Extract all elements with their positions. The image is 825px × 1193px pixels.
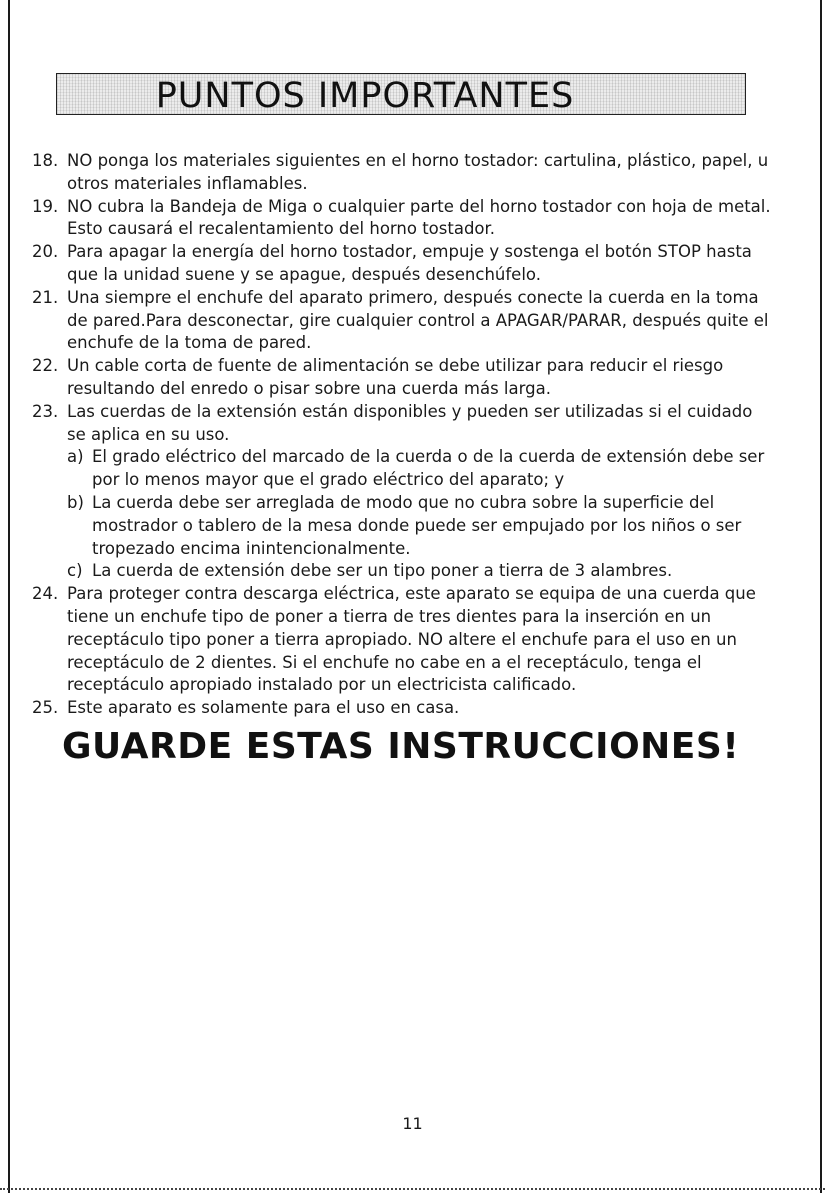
save-instructions-heading: GUARDE ESTAS INSTRUCCIONES! [62, 726, 740, 767]
item-text: Un cable corta de fuente de alimentación se debe utilizar para reducir el riesgo resultando del enredo o pisar sobre una cuerda más larga. [67, 356, 724, 398]
page-title: PUNTOS IMPORTANTES [155, 76, 575, 116]
item-text: Para proteger contra descarga eléctrica, este aparato se equipa de una cuerda que tiene un enchufe tipo de poner a tierra de tres dientes para la inserción en un receptáculo tipo poner a tierra apropiado. NO altere el enchufe para el uso en un receptáculo de 2 dientes. Si el enchufe no cabe en a el receptáculo, tenga el receptáculo apropiado instalado por un electricista calificado. [67, 584, 756, 695]
item-number: 25. [32, 698, 59, 718]
page-edge-right [820, 0, 822, 1193]
item-number: 21. [32, 287, 59, 307]
list-item-18 [32, 150, 772, 196]
page-edge-left [8, 0, 10, 1193]
list-item-21 [32, 287, 772, 355]
list-item-19 [32, 196, 772, 242]
list-item-24 [32, 583, 772, 697]
list-item-25 [32, 697, 772, 720]
item-text: NO ponga los materiales siguientes en el horno tostador: cartulina, plástico, papel, u otros materiales inflamables. [67, 151, 769, 193]
item-number: 23. [32, 401, 59, 421]
page-number: 11 [402, 1114, 423, 1133]
item-number: 20. [32, 242, 59, 262]
sub-item-letter: c) [67, 561, 83, 581]
item-text: Una siempre el enchufe del aparato primero, después conecte la cuerda en la toma de pared.Para desconectar, gire cualquier control a APAGAR/PARAR, después quite el enchufe de la toma de pared. [67, 287, 769, 353]
list-item-22 [32, 355, 772, 401]
sub-item-text: El grado eléctrico del marcado de la cuerda o de la cuerda de extensión debe ser por lo menos mayor que el grado eléctrico del aparato; y [92, 447, 765, 490]
item-number: 19. [32, 196, 59, 216]
item-text: Las cuerdas de la extensión están disponibles y pueden ser utilizadas si el cuidado se aplica en su uso. [67, 401, 753, 444]
sub-item-c [32, 560, 772, 583]
item-number: 18. [32, 151, 59, 170]
title-banner [56, 73, 746, 115]
sub-item-text: La cuerda debe ser arreglada de modo que no cubra sobre la superficie del mostrador o tablero de la mesa donde puede ser empujado por los niños o ser tropezado encima inintencionalmente. [92, 492, 742, 558]
item-number: 24. [32, 584, 59, 604]
sub-item-letter: b) [67, 492, 84, 512]
page-edge-bottom [0, 1188, 825, 1190]
instructions-list [32, 150, 772, 720]
item-number: 22. [32, 356, 59, 376]
item-text: NO cubra la Bandeja de Miga o cualquier parte del horno tostador con hoja de metal. Esto causará el recalentamiento del horno tostador. [67, 196, 771, 239]
list-item-23 [32, 401, 772, 447]
sub-item-letter: a) [67, 447, 84, 467]
list-item-20 [32, 241, 772, 287]
item-text: Este aparato es solamente para el uso en casa. [67, 698, 460, 718]
sub-item-a [32, 446, 772, 492]
sub-item-text: La cuerda de extensión debe ser un tipo poner a tierra de 3 alambres. [92, 561, 673, 581]
sub-item-b [32, 492, 772, 560]
item-text: Para apagar la energía del horno tostador, empuje y sostenga el botón STOP hasta que la unidad suene y se apague, después desenchúfelo. [67, 242, 752, 284]
